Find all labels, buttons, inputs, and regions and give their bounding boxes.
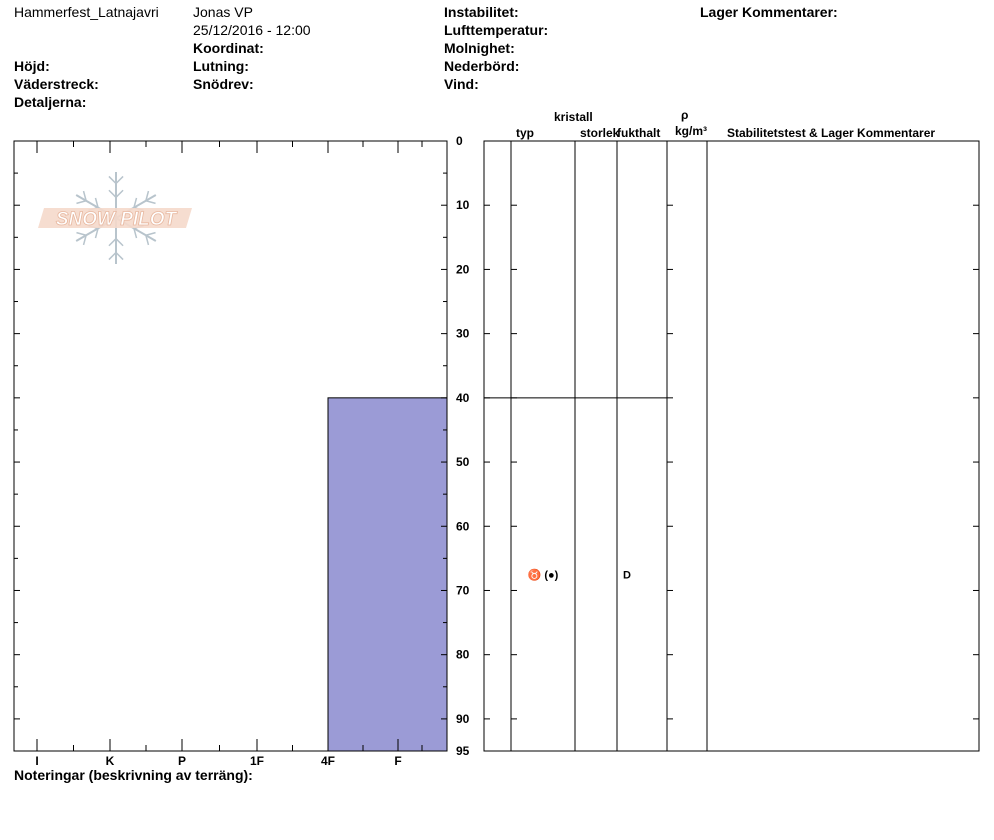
hardness-layer-bar-0 bbox=[328, 398, 447, 751]
snowflake-branch-0-1r bbox=[116, 176, 123, 183]
depth-label-30: 30 bbox=[456, 326, 470, 341]
depth-label-0: 0 bbox=[456, 134, 463, 148]
depth-label-80: 80 bbox=[456, 647, 470, 662]
hardness-label-F: F bbox=[394, 754, 402, 768]
storlek-header: storlek bbox=[580, 126, 620, 140]
snowflake-branch-3-0r bbox=[109, 239, 116, 246]
density-unit: kg/m³ bbox=[675, 124, 708, 138]
logo-text: SNOW PILOT bbox=[55, 209, 177, 230]
depth-label-20: 20 bbox=[456, 262, 470, 277]
hardness-label-4F: 4F bbox=[320, 754, 336, 768]
lutning-label: Lutning: bbox=[193, 58, 249, 74]
depth-label-50: 50 bbox=[456, 455, 470, 470]
layer-grain-type-0: ♉ (●) bbox=[527, 569, 559, 582]
hojd-label: Höjd: bbox=[14, 58, 50, 74]
hardness-label-1F: 1F bbox=[249, 754, 265, 768]
detaljerna-label: Detaljerna: bbox=[14, 94, 87, 110]
snowflake-branch-3-1l bbox=[116, 253, 123, 260]
molnighet-label: Molnighet: bbox=[444, 40, 515, 56]
observer-name: Jonas VP bbox=[193, 4, 253, 20]
density-symbol: ρ bbox=[681, 108, 689, 122]
snowflake-branch-0-0r bbox=[116, 190, 123, 197]
location-name: Hammerfest_Latnajavri bbox=[14, 4, 159, 20]
snowflake-branch-3-1r bbox=[109, 253, 116, 260]
snowflake-branch-1-1r bbox=[146, 201, 156, 204]
hardness-label-I: I bbox=[35, 754, 39, 768]
snowflake-branch-0-1l bbox=[109, 176, 116, 183]
instabilitet-label: Instabilitet: bbox=[444, 4, 519, 20]
depth-label-40: 40 bbox=[456, 390, 470, 405]
layer-table-frame bbox=[484, 141, 979, 751]
snowflake-branch-5-1l bbox=[76, 201, 86, 204]
comments-header: Stabilitetstest & Lager Kommentarer bbox=[727, 126, 936, 140]
layer-moisture-0: D bbox=[623, 569, 631, 582]
hardness-label-K: K bbox=[105, 754, 115, 768]
kristall-header: kristall bbox=[554, 110, 593, 124]
vaderstreck-label: Väderstreck: bbox=[14, 76, 99, 92]
snowpilot-logo bbox=[38, 172, 192, 264]
snowflake-branch-0-0l bbox=[109, 190, 116, 197]
depth-label-90: 90 bbox=[456, 711, 470, 726]
hardness-label-P: P bbox=[177, 754, 187, 768]
snodrev-label: Snödrev: bbox=[193, 76, 254, 92]
snowflake-branch-3-0l bbox=[116, 239, 123, 246]
notes-label: Noteringar (beskrivning av terräng): bbox=[14, 767, 253, 783]
typ-header: typ bbox=[516, 126, 534, 140]
depth-label-60: 60 bbox=[456, 519, 470, 534]
depth-label-10: 10 bbox=[456, 198, 470, 213]
koordinat-label: Koordinat: bbox=[193, 40, 264, 56]
depth-label-70: 70 bbox=[456, 583, 470, 598]
observation-datetime: 25/12/2016 - 12:00 bbox=[193, 22, 311, 38]
nederbord-label: Nederbörd: bbox=[444, 58, 520, 74]
vind-label: Vind: bbox=[444, 76, 479, 92]
fukthalt-header: fukthalt bbox=[617, 126, 661, 140]
snowflake-branch-4-1r bbox=[76, 233, 86, 236]
lufttemperatur-label: Lufttemperatur: bbox=[444, 22, 549, 38]
snowflake-branch-2-1l bbox=[146, 233, 156, 236]
lager-kommentarer-label: Lager Kommentarer: bbox=[700, 4, 838, 20]
depth-label-95: 95 bbox=[456, 744, 470, 758]
